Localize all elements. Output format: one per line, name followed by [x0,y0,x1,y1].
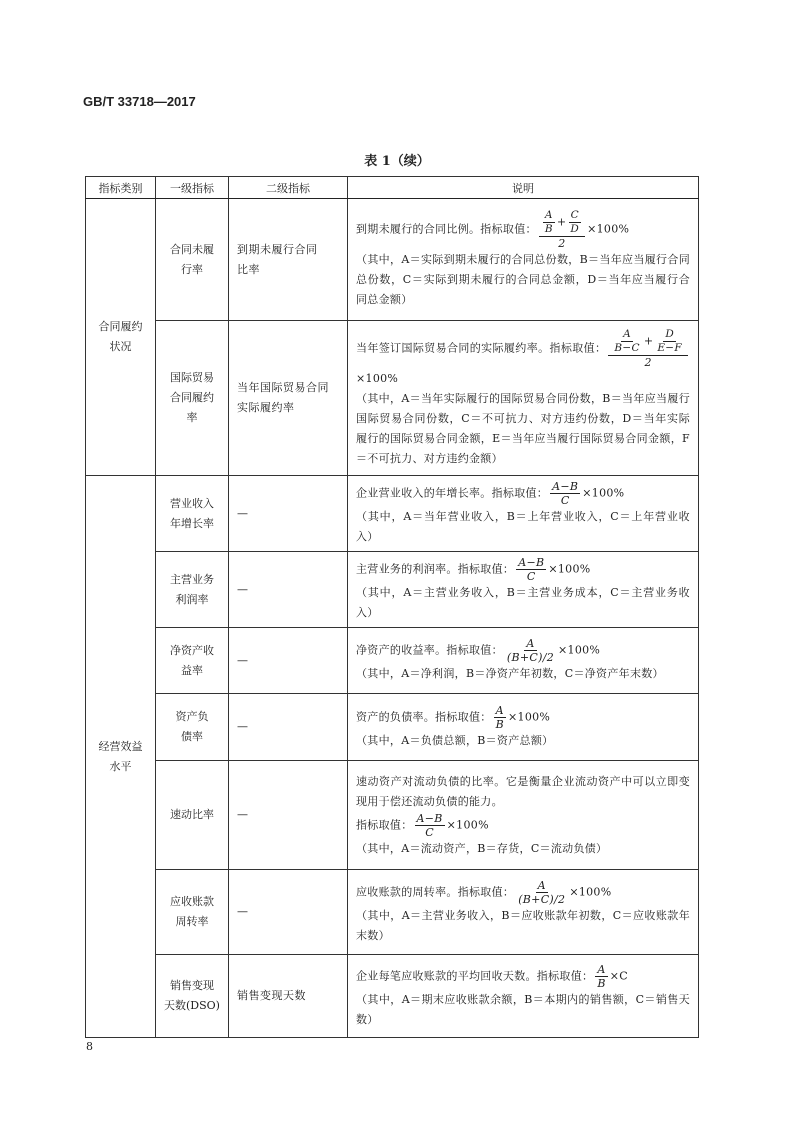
formula-text: C [560,494,570,507]
variable-note: （其中，A＝当年实际履行的国际贸易合同份数，B＝当年应当履行国际贸易合同份数，C＝不可抗力、对方违约份数，D＝当年实际履行的国际贸易合同金额，E＝当年应当履行国际贸易合同金额，F＝不可抗力、对方违约金额） [356,391,690,465]
numerator [494,704,506,718]
formula-text: A [597,962,606,976]
formula-text: ×C [609,969,628,982]
level2-indicator: — [229,694,348,761]
fraction [494,704,506,731]
formula-text: 企业每笔应收账款的平均回收天数。指标取值： [356,969,594,982]
formula-text: 应收账款的周转率。指标取值： [356,885,515,898]
fraction [415,812,445,839]
standard-number: GB/T 33718—2017 [83,94,196,109]
fraction [655,328,684,355]
description-cell [348,694,699,761]
description-intro: 速动资产对流动负债的比率。它是衡量企业流动资产中可以立即变现用于偿还流动负债的能力。 [356,774,690,808]
formula-text: B [544,223,553,235]
description-cell [348,199,699,321]
formula-text: A−B [552,480,579,493]
numerator [608,328,688,356]
formula-text: ×100% [558,643,601,657]
formula-text: 当年签订国际贸易合同的实际履约率。指标取值： [356,341,607,354]
formula-text: 2 [644,355,652,369]
fraction [595,963,607,990]
numerator [543,209,555,223]
numerator [524,637,536,651]
level2-indicator: — [229,870,348,955]
level1-indicator: 营业收入 年增长率 [156,476,229,552]
formula-text: A [544,209,553,221]
table-row [86,552,699,628]
column-header: 说明 [348,177,699,199]
formula-text: ×100% [569,885,612,898]
formula-text: A [495,703,504,717]
numerator [539,209,585,237]
variable-note: （其中，A＝实际到期未履行的合同总份数，B＝当年应当履行合同总份数，C＝实际到期未履行的合同总金额，D＝当年应当履行合同总金额） [356,253,690,306]
formula-text: 主营业务的利润率。指标取值： [356,562,515,576]
level1-indicator: 主营业务 利润率 [156,552,229,628]
fraction [543,209,555,236]
formula-text: ×100% [548,562,591,576]
numerator [595,963,607,977]
formula-text: 资产的负债率。指标取值： [356,710,492,723]
formula-text: ×100% [582,486,625,500]
numerator [663,328,676,342]
description-cell [348,955,699,1038]
variable-note: （其中，A＝负债总额，B＝资产总额） [356,733,554,747]
variable-note: （其中，A＝当年营业收入，B＝上年营业收入，C＝上年营业收入） [356,510,690,543]
level1-indicator: 销售变现 天数(DSO) [156,955,229,1038]
numerator [621,328,633,342]
formula-text: C [526,570,536,583]
level2-indicator: 当年国际贸易合同 实际履约率 [229,321,348,476]
formula-text: A [623,327,632,340]
table-row [86,870,699,955]
formula-text: A−B [518,556,545,569]
formula-text: 企业营业收入的年增长率。指标取值： [356,486,549,500]
description-cell [348,552,699,628]
fraction [505,637,556,664]
formula-line [356,480,690,507]
table-row [86,476,699,552]
table-row [86,199,699,321]
description-cell [348,321,699,476]
fraction [568,209,581,236]
formula-text: 净资产的收益率。指标取值： [356,643,503,657]
formula-text: B [597,976,606,990]
level1-indicator: 资产负 债率 [156,694,229,761]
page-number: 8 [86,1040,93,1053]
formula-line [356,704,690,731]
column-header: 一级指标 [156,177,229,199]
numerator [516,556,546,570]
formula-text: D [665,327,675,340]
formula-text: ×100% [356,371,399,385]
formula-line [356,637,690,664]
level2-indicator: 到期未履行合同 比率 [229,199,348,321]
level1-indicator: 合同未履 行率 [156,199,229,321]
formula-text: A [537,878,546,892]
denominator [595,977,607,990]
denominator [556,237,567,250]
description-cell [348,476,699,552]
column-header: 二级指标 [229,177,348,199]
denominator [612,342,641,355]
formula-text: C [570,209,579,221]
fraction [550,480,580,507]
level2-indicator: — [229,476,348,552]
formula-text: ×100% [446,818,489,831]
level2-indicator: — [229,628,348,694]
description-cell [348,761,699,870]
formula-line [356,963,690,990]
table-title: 表 1（续） [364,154,430,169]
variable-note: （其中，A＝净利润，B＝净资产年初数，C＝净资产年末数） [356,667,664,680]
formula-text: + [643,334,654,347]
denominator [423,826,436,839]
formula-text: 2 [558,237,566,250]
level2-indicator: 销售变现天数 [229,955,348,1038]
formula-text: D [570,223,580,235]
fraction [516,879,567,906]
fraction [612,328,641,355]
level2-indicator: — [229,552,348,628]
level1-indicator: 速动比率 [156,761,229,870]
numerator [569,209,581,223]
denominator [655,342,684,355]
numerator [536,879,548,893]
denominator [568,223,581,236]
formula-text: (B+C)/2 [506,651,555,664]
formula-line [356,209,690,250]
formula-text: A−B [416,811,443,825]
formula-text: B [495,717,504,731]
formula-line [356,879,690,906]
table-row [86,955,699,1038]
category-cell: 经营效益 水平 [86,476,156,1038]
variable-note: （其中，A＝主营业务收入，B＝主营业务成本，C＝主营业务收入） [356,586,690,619]
table-row [86,321,699,476]
formula-text: ×100% [587,222,630,236]
table-header-row [86,177,699,199]
variable-note: （其中，A＝期末应收账款余额，B＝本期内的销售额，C＝销售天数） [356,992,690,1026]
formula-line [356,556,690,583]
level1-indicator: 国际贸易 合同履约 率 [156,321,229,476]
description-cell [348,870,699,955]
variable-note: （其中，A＝流动资产，B＝存货，C＝流动负债） [356,841,608,855]
indicator-table [85,176,699,1038]
denominator [559,494,572,507]
denominator [525,570,538,583]
denominator [516,893,567,906]
formula-text: E−F [657,341,682,354]
level1-indicator: 应收账款 周转率 [156,870,229,955]
category-cell: 合同履约 状况 [86,199,156,476]
numerator [415,812,445,826]
variable-note: （其中，A＝主营业务收入，B＝应收账款年初数，C＝应收账款年末数） [356,908,690,942]
formula-text: 指标取值： [356,818,413,831]
table-row [86,628,699,694]
level2-indicator: — [229,761,348,870]
formula-text: 到期未履行的合同比例。指标取值： [356,222,537,236]
formula-line [356,328,690,389]
column-header: 指标类别 [86,177,156,199]
formula-text: B−C [614,341,640,354]
fraction [608,328,688,369]
denominator [543,223,555,236]
numerator [550,480,580,494]
fraction [539,209,585,250]
formula-text: (B+C)/2 [518,892,566,906]
denominator [643,356,654,369]
table-row [86,761,699,870]
table-row [86,694,699,761]
denominator [494,718,506,731]
denominator [505,651,556,664]
description-cell [348,628,699,694]
formula-line [356,812,690,839]
fraction [516,556,546,583]
level1-indicator: 净资产收 益率 [156,628,229,694]
formula-text: ×100% [508,710,551,723]
formula-text: A [526,637,535,650]
formula-text: C [425,825,434,839]
formula-text: + [556,215,567,229]
